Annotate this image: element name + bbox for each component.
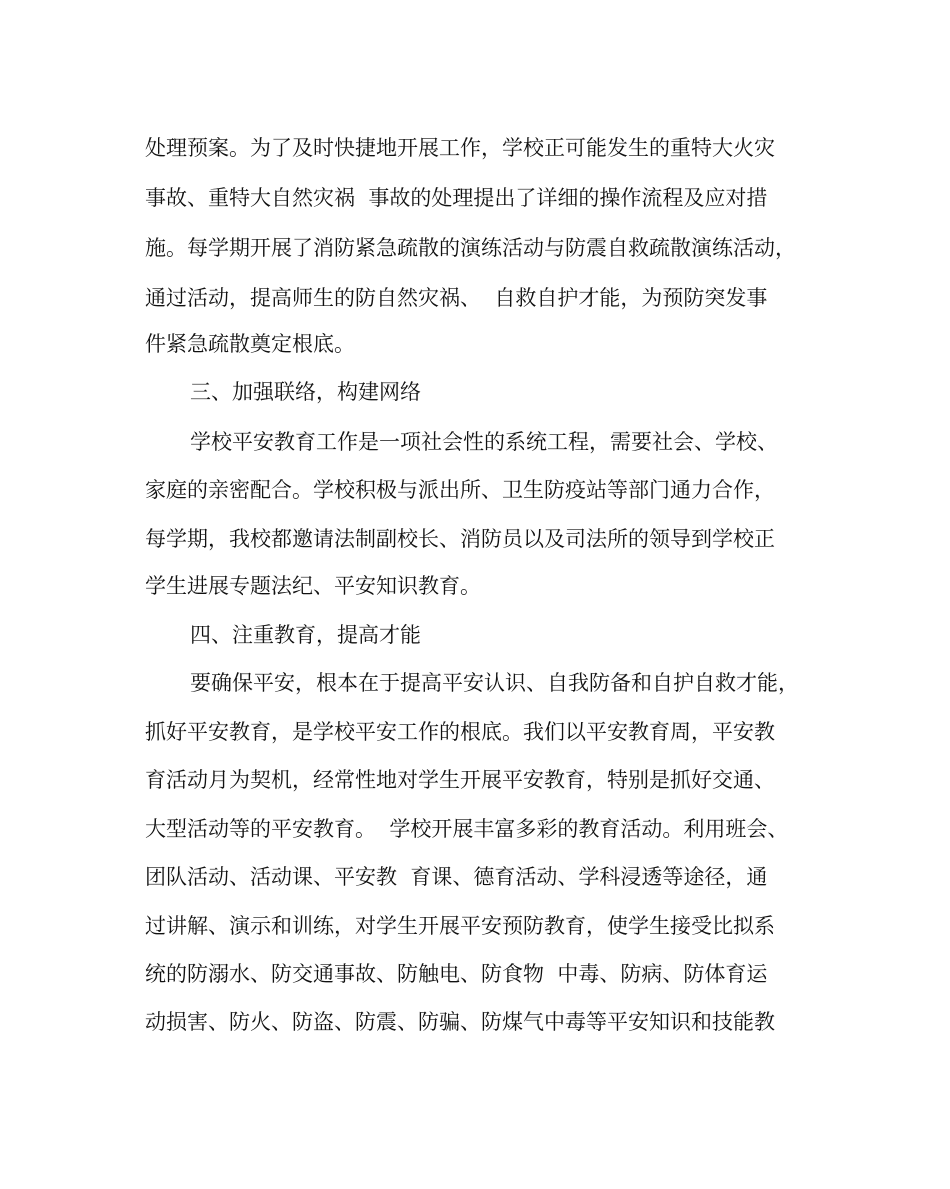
paragraph-line: 统的防溺水、防交通事故、防触电、防食物 中毒、防病、防体育运 <box>145 962 768 986</box>
paragraph-line: 家庭的亲密配合。学校积极与派出所、卫生防疫站等部门通力合作， <box>145 478 775 502</box>
paragraph-line: 学校平安教育工作是一项社会性的系统工程，需要社会、学校、 <box>190 430 778 454</box>
section-heading-3: 三、加强联络，构建网络 <box>190 380 421 404</box>
paragraph-line: 事故、重特大自然灾祸 事故的处理提出了详细的操作流程及应对措 <box>145 186 768 210</box>
paragraph-line: 过讲解、演示和训练，对学生开展平安预防教育，使学生接受比拟系 <box>145 914 775 938</box>
paragraph-line: 动损害、防火、防盗、防震、防骗、防煤气中毒等平安知识和技能教 <box>145 1010 775 1034</box>
paragraph-line: 每学期，我校都邀请法制副校长、消防员以及司法所的领导到学校正 <box>145 527 775 551</box>
paragraph-line: 件紧急疏散奠定根底。 <box>145 332 355 356</box>
paragraph-line: 通过活动，提高师生的防自然灾祸、 自救自护才能，为预防突发事 <box>145 286 768 310</box>
paragraph-line: 大型活动等的平安教育。 学校开展丰富多彩的教育活动。利用班会、 <box>145 817 789 841</box>
paragraph-line: 团队活动、活动课、平安教 育课、德育活动、学科浸透等途径，通 <box>145 865 768 889</box>
paragraph-line: 育活动月为契机，经常性地对学生开展平安教育，特别是抓好交通、 <box>145 768 775 792</box>
paragraph-line: 学生进展专题法纪、平安知识教育。 <box>145 574 481 598</box>
paragraph-line: 抓好平安教育，是学校平安工作的根底。我们以平安教育周，平安教 <box>145 720 775 744</box>
paragraph-line: 施。每学期开展了消防紧急疏散的演练活动与防震自救疏散演练活动， <box>145 236 796 260</box>
paragraph-line: 要确保平安，根本在于提高平安认识、自我防备和自护自救才能， <box>190 671 799 695</box>
paragraph-line: 处理预案。为了及时快捷地开展工作，学校正可能发生的重特大火灾 <box>145 136 775 160</box>
section-heading-4: 四、注重教育，提高才能 <box>190 623 421 647</box>
